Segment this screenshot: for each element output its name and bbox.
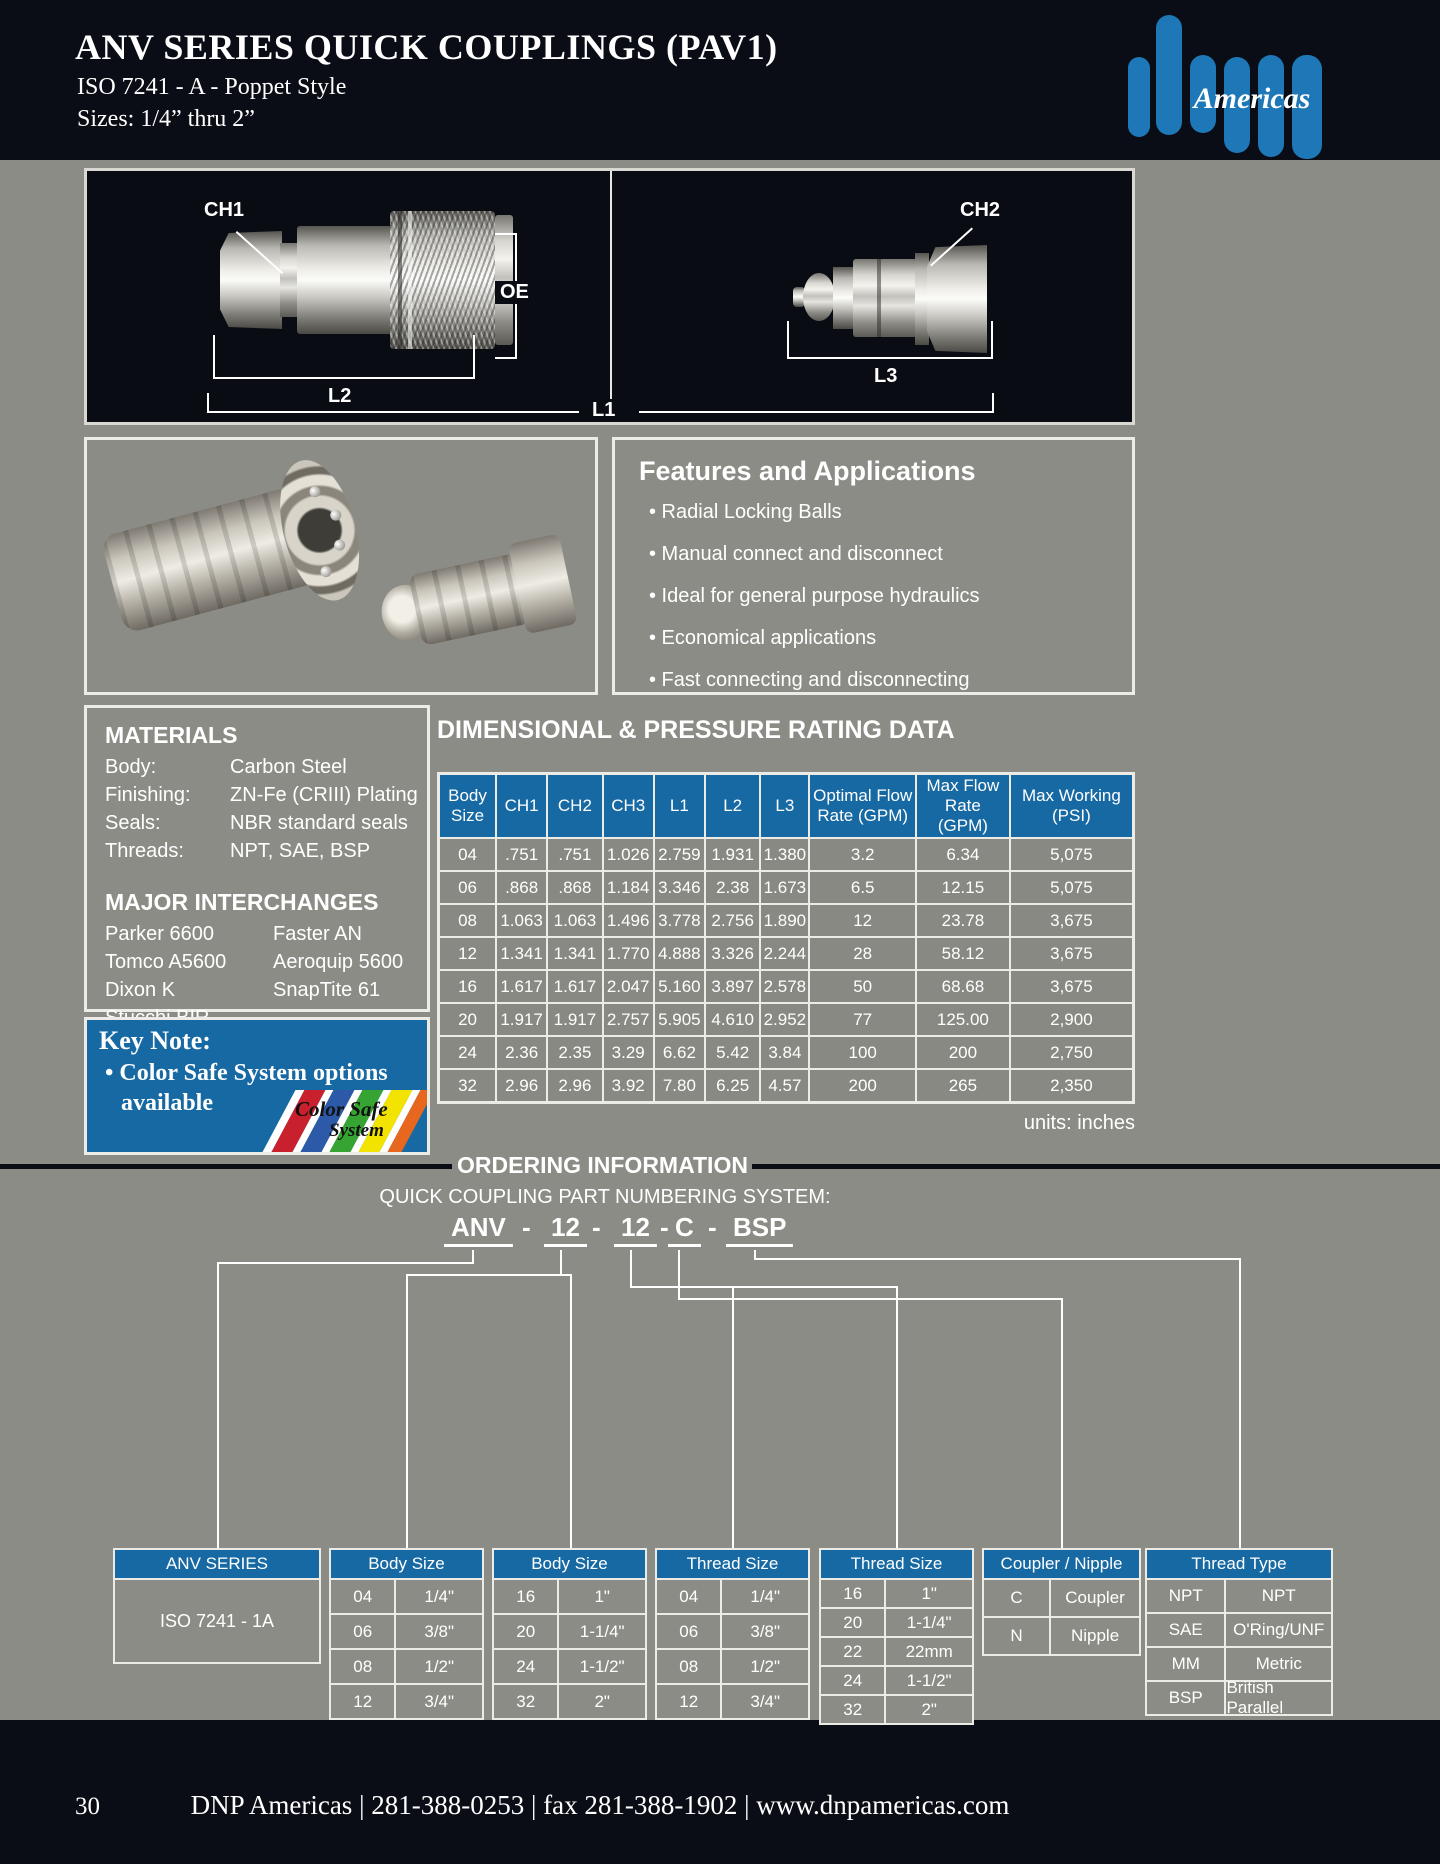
order-table-row bbox=[1147, 1678, 1331, 1717]
order-table-thread-type bbox=[1145, 1548, 1333, 1716]
order-table-cell: 24 bbox=[516, 1656, 536, 1676]
table-cell: 08 bbox=[439, 904, 497, 937]
table-cell: 28 bbox=[809, 937, 916, 970]
order-table-row bbox=[1147, 1648, 1331, 1682]
order-table-cell: 16 bbox=[516, 1586, 536, 1606]
order-table-cell: 04 bbox=[679, 1586, 699, 1606]
table-cell: 6.25 bbox=[705, 1069, 760, 1103]
panel-divider bbox=[610, 171, 612, 422]
table-cell: .868 bbox=[496, 871, 547, 904]
table-cell: 23.78 bbox=[916, 904, 1010, 937]
table-cell: 77 bbox=[809, 1003, 916, 1036]
order-table-row bbox=[494, 1685, 645, 1718]
order-table-cell: N bbox=[1010, 1626, 1023, 1645]
oe-label: OE bbox=[495, 281, 534, 304]
order-table-cell: 20 bbox=[843, 1612, 863, 1632]
order-table-cell: C bbox=[1010, 1588, 1023, 1607]
connector-line bbox=[630, 1286, 898, 1288]
order-table-row bbox=[331, 1580, 482, 1615]
order-table-cell: 3/8" bbox=[720, 1615, 808, 1648]
table-cell: 200 bbox=[809, 1069, 916, 1103]
table-cell: 4.610 bbox=[705, 1003, 760, 1036]
units-note: units: inches bbox=[1023, 1112, 1135, 1134]
table-cell: 2.952 bbox=[760, 1003, 809, 1036]
ordering-title: ORDERING INFORMATION bbox=[457, 1152, 748, 1178]
table-cell: 200 bbox=[916, 1036, 1010, 1069]
table-cell: 3,675 bbox=[1010, 970, 1134, 1003]
nipple-collar bbox=[833, 267, 855, 329]
order-table-row bbox=[821, 1667, 972, 1696]
table-cell: 20 bbox=[439, 1003, 497, 1036]
table-cell: 2.36 bbox=[496, 1036, 547, 1069]
order-table-row bbox=[331, 1685, 482, 1718]
connector-line bbox=[732, 1286, 734, 1548]
order-table-cell: 32 bbox=[516, 1691, 536, 1711]
table-header-row bbox=[439, 774, 1134, 839]
material-row: Body: Carbon Steel bbox=[105, 756, 347, 778]
page-subtitle-standard: ISO 7241 - A - Poppet Style bbox=[77, 74, 347, 100]
connector-line bbox=[217, 1262, 474, 1264]
table-cell: 2,750 bbox=[1010, 1036, 1134, 1069]
order-table-row bbox=[115, 1580, 319, 1662]
order-table-cell: ISO 7241 - 1A bbox=[159, 1610, 275, 1631]
footer-contact: DNP Americas | 281-388-0253 | fax 281-388-1902 | www.dnpamericas.com bbox=[190, 1790, 1010, 1820]
part-segment-series: ANV bbox=[444, 1212, 513, 1247]
connector-line bbox=[1239, 1258, 1241, 1548]
ch1-label: CH1 bbox=[199, 199, 249, 222]
table-cell: 4.57 bbox=[760, 1069, 809, 1103]
coupler-collar bbox=[280, 243, 298, 317]
order-table-row bbox=[984, 1580, 1139, 1618]
table-cell: 1.890 bbox=[760, 904, 809, 937]
l1-tick-left bbox=[207, 393, 209, 413]
dimension-drawing-panel bbox=[84, 168, 1135, 425]
table-cell: 12 bbox=[439, 937, 497, 970]
materials-title: MATERIALS bbox=[105, 722, 238, 748]
order-table-cell: 12 bbox=[353, 1691, 373, 1711]
table-cell: 7.80 bbox=[654, 1069, 705, 1103]
l3-tick-right bbox=[991, 321, 993, 359]
order-table-cell: 22mm bbox=[884, 1638, 972, 1665]
part-separator: - bbox=[660, 1212, 669, 1242]
table-cell: 100 bbox=[809, 1036, 916, 1069]
table-cell: 2.756 bbox=[705, 904, 760, 937]
page-number: 30 bbox=[75, 1793, 100, 1820]
order-table-cell: 16 bbox=[843, 1583, 863, 1603]
order-table-row bbox=[821, 1638, 972, 1667]
order-table-cell: 1" bbox=[884, 1580, 972, 1607]
order-table-cell: 3/8" bbox=[394, 1615, 482, 1648]
ordering-rule-left bbox=[0, 1164, 452, 1169]
l3-tick-left bbox=[787, 321, 789, 359]
table-cell: 16 bbox=[439, 970, 497, 1003]
table-cell: 3.29 bbox=[603, 1036, 654, 1069]
interchanges-list bbox=[105, 920, 427, 1032]
interchange-row: Tomco A5600 Aeroquip 5600 bbox=[105, 951, 404, 973]
material-row: Finishing: ZN-Fe (CRIII) Plating bbox=[105, 784, 418, 806]
order-table-cell: 1/4" bbox=[394, 1580, 482, 1613]
order-table-body-size-large bbox=[492, 1548, 647, 1720]
order-table-cell: Coupler bbox=[1049, 1580, 1139, 1616]
order-table-cell: 2" bbox=[557, 1685, 645, 1718]
nipple-ring bbox=[915, 253, 929, 345]
table-cell: 265 bbox=[916, 1069, 1010, 1103]
table-cell: 3.346 bbox=[654, 871, 705, 904]
order-table-cell: 12 bbox=[679, 1691, 699, 1711]
order-table-row bbox=[1147, 1614, 1331, 1648]
table-cell: 6.62 bbox=[654, 1036, 705, 1069]
table-cell: 2.96 bbox=[547, 1069, 602, 1103]
product-photo-nipple bbox=[369, 525, 584, 678]
nipple-body bbox=[853, 259, 917, 337]
order-table-row bbox=[657, 1580, 808, 1615]
l1-dim-line-left bbox=[207, 411, 579, 413]
order-table-cell: 3/4" bbox=[394, 1685, 482, 1718]
connector-line bbox=[570, 1274, 572, 1548]
l3-dim-line bbox=[787, 357, 993, 359]
order-table-cell: 32 bbox=[843, 1699, 863, 1719]
sleeve-groove bbox=[398, 211, 402, 349]
connector-line bbox=[472, 1250, 474, 1262]
table-cell: 125.00 bbox=[916, 1003, 1010, 1036]
table-column-header: CH1 bbox=[496, 774, 547, 839]
material-row: Seals: NBR standard seals bbox=[105, 812, 408, 834]
order-table-cell: 1-1/4" bbox=[884, 1609, 972, 1636]
table-cell: 24 bbox=[439, 1036, 497, 1069]
connector-line bbox=[678, 1298, 1063, 1300]
table-cell: 5.42 bbox=[705, 1036, 760, 1069]
connector-line bbox=[406, 1274, 572, 1276]
order-table-row bbox=[494, 1615, 645, 1650]
table-row bbox=[439, 970, 1134, 1003]
order-table-row bbox=[657, 1650, 808, 1685]
order-table-header: Body Size bbox=[331, 1550, 482, 1580]
table-cell: 32 bbox=[439, 1069, 497, 1103]
table-column-header: CH2 bbox=[547, 774, 602, 839]
table-row bbox=[439, 904, 1134, 937]
order-table-cell: 06 bbox=[679, 1621, 699, 1641]
order-table-row bbox=[821, 1580, 972, 1609]
table-cell: 1.770 bbox=[603, 937, 654, 970]
key-note-box bbox=[84, 1017, 430, 1155]
key-note-title: Key Note: bbox=[99, 1026, 211, 1055]
order-table-header: Thread Size bbox=[821, 1550, 972, 1580]
order-table-cell: 1-1/2" bbox=[557, 1650, 645, 1683]
order-table-row bbox=[494, 1650, 645, 1685]
table-cell: 1.063 bbox=[547, 904, 602, 937]
order-table-cell: 24 bbox=[843, 1670, 863, 1690]
features-title: Features and Applications bbox=[639, 456, 976, 486]
table-cell: 06 bbox=[439, 871, 497, 904]
order-table-row bbox=[821, 1609, 972, 1638]
table-cell: 2,900 bbox=[1010, 1003, 1134, 1036]
oe-tick-top bbox=[495, 233, 517, 235]
table-cell: 5,075 bbox=[1010, 838, 1134, 871]
table-cell: 1.917 bbox=[547, 1003, 602, 1036]
table-cell: 2.757 bbox=[603, 1003, 654, 1036]
connector-line bbox=[217, 1262, 219, 1548]
order-table-cell: 22 bbox=[843, 1641, 863, 1661]
color-safe-system-logo bbox=[279, 1090, 429, 1152]
order-table-cell: 1/2" bbox=[394, 1650, 482, 1683]
table-cell: 1.617 bbox=[547, 970, 602, 1003]
table-cell: 3.778 bbox=[654, 904, 705, 937]
table-cell: 1.617 bbox=[496, 970, 547, 1003]
feature-item: • Ideal for general purpose hydraulics bbox=[649, 585, 980, 607]
table-cell: 2.578 bbox=[760, 970, 809, 1003]
table-column-header: Max Working (PSI) bbox=[1010, 774, 1134, 839]
order-table-cell: 1-1/2" bbox=[884, 1667, 972, 1694]
dimensional-data-table bbox=[437, 772, 1135, 1104]
table-cell: 04 bbox=[439, 838, 497, 871]
table-cell: 2.96 bbox=[496, 1069, 547, 1103]
product-photo-coupler bbox=[93, 443, 386, 665]
interchanges-title: MAJOR INTERCHANGES bbox=[105, 889, 379, 915]
page-title: ANV SERIES QUICK COUPLINGS (PAV1) bbox=[75, 27, 778, 67]
order-table-cell: NPT bbox=[1224, 1580, 1331, 1612]
table-row bbox=[439, 1003, 1134, 1036]
table-cell: 3.897 bbox=[705, 970, 760, 1003]
part-separator: - bbox=[522, 1212, 531, 1242]
color-safe-logo-text: Color Safe System bbox=[295, 1097, 388, 1141]
interchange-row: Dixon K SnapTite 61 bbox=[105, 979, 381, 1001]
l1-label: L1 bbox=[587, 399, 620, 422]
table-column-header: Optimal Flow Rate (GPM) bbox=[809, 774, 916, 839]
ordering-rule-right bbox=[752, 1164, 1440, 1169]
order-table-cell: SAE bbox=[1168, 1620, 1203, 1639]
table-column-header: Max Flow Rate (GPM) bbox=[916, 774, 1010, 839]
table-cell: 12.15 bbox=[916, 871, 1010, 904]
table-row bbox=[439, 838, 1134, 871]
feature-item: • Economical applications bbox=[649, 627, 877, 649]
table-cell: 3,675 bbox=[1010, 937, 1134, 970]
table-cell: 3.326 bbox=[705, 937, 760, 970]
logo-americas-text: Americas bbox=[1193, 82, 1311, 115]
table-cell: 2.244 bbox=[760, 937, 809, 970]
order-table-cell: 1" bbox=[557, 1580, 645, 1613]
materials-box bbox=[84, 705, 430, 1012]
logo-bar bbox=[1128, 57, 1150, 137]
l2-dim-line bbox=[213, 377, 475, 379]
table-cell: .751 bbox=[496, 838, 547, 871]
table-cell: 1.341 bbox=[496, 937, 547, 970]
order-table-header: Thread Type bbox=[1147, 1550, 1331, 1580]
l2-tick-left bbox=[213, 335, 215, 379]
order-table-cell: O'Ring/UNF bbox=[1224, 1614, 1331, 1646]
dimensional-data-title: DIMENSIONAL & PRESSURE RATING DATA bbox=[437, 716, 955, 744]
table-cell: 2.35 bbox=[547, 1036, 602, 1069]
table-cell: 5,075 bbox=[1010, 871, 1134, 904]
order-table-cell: Nipple bbox=[1049, 1618, 1139, 1654]
connector-line bbox=[754, 1250, 756, 1258]
feature-item: • Fast connecting and disconnecting bbox=[649, 669, 970, 691]
table-column-header: L2 bbox=[705, 774, 760, 839]
order-table-cell: MM bbox=[1171, 1654, 1200, 1673]
table-cell: 1.341 bbox=[547, 937, 602, 970]
order-table-cell: 3/4" bbox=[720, 1685, 808, 1718]
order-table-anv-series bbox=[113, 1548, 321, 1664]
l1-tick-right bbox=[992, 393, 994, 413]
order-table-body-size-small bbox=[329, 1548, 484, 1720]
table-cell: 1.063 bbox=[496, 904, 547, 937]
table-cell: 1.673 bbox=[760, 871, 809, 904]
features-list bbox=[639, 501, 1132, 692]
table-cell: 12 bbox=[809, 904, 916, 937]
material-row: Threads: NPT, SAE, BSP bbox=[105, 840, 371, 862]
order-table-cell: 2" bbox=[884, 1696, 972, 1723]
order-table-cell: Metric bbox=[1224, 1648, 1331, 1680]
order-table-thread-size-small bbox=[655, 1548, 810, 1720]
table-cell: 2.047 bbox=[603, 970, 654, 1003]
table-cell: 5.160 bbox=[654, 970, 705, 1003]
features-panel bbox=[612, 437, 1135, 695]
materials-list bbox=[105, 753, 427, 865]
order-table-cell: 08 bbox=[353, 1656, 373, 1676]
l2-label: L2 bbox=[323, 385, 356, 408]
feature-item: • Manual connect and disconnect bbox=[649, 543, 943, 565]
page-subtitle-sizes: Sizes: 1/4” thru 2” bbox=[77, 106, 255, 132]
order-table-cell: 08 bbox=[679, 1656, 699, 1676]
logo-bar bbox=[1156, 15, 1182, 135]
product-photo-panel bbox=[84, 437, 598, 695]
order-table-cell: British Parallel bbox=[1224, 1682, 1331, 1714]
oe-tick-bottom bbox=[495, 357, 517, 359]
order-table-row bbox=[657, 1615, 808, 1650]
l2-tick-right bbox=[473, 335, 475, 379]
table-row bbox=[439, 1036, 1134, 1069]
part-segment-thread-type: BSP bbox=[726, 1212, 793, 1247]
table-cell: .751 bbox=[547, 838, 602, 871]
order-table-row bbox=[657, 1685, 808, 1718]
interchange-row: Parker 6600 Faster AN bbox=[105, 923, 362, 945]
table-row bbox=[439, 937, 1134, 970]
sleeve-groove bbox=[408, 211, 412, 349]
nipple-groove bbox=[877, 259, 881, 337]
table-cell: 5.905 bbox=[654, 1003, 705, 1036]
ordering-subtitle: QUICK COUPLING PART NUMBERING SYSTEM: bbox=[379, 1186, 831, 1208]
ch2-label: CH2 bbox=[955, 199, 1005, 222]
order-table-cell: 06 bbox=[353, 1621, 373, 1641]
table-cell: 2.38 bbox=[705, 871, 760, 904]
coupler-sleeve bbox=[390, 211, 495, 349]
order-table-cell: 1/4" bbox=[720, 1580, 808, 1613]
l3-label: L3 bbox=[869, 365, 902, 388]
order-table-cell: 04 bbox=[353, 1586, 373, 1606]
order-table-header: Body Size bbox=[494, 1550, 645, 1580]
table-column-header: L1 bbox=[654, 774, 705, 839]
order-table-row bbox=[331, 1615, 482, 1650]
connector-line bbox=[1061, 1298, 1063, 1548]
table-row bbox=[439, 871, 1134, 904]
nipple-poppet bbox=[803, 273, 835, 321]
table-column-header: Body Size bbox=[439, 774, 497, 839]
connector-line bbox=[630, 1250, 632, 1286]
order-table-row bbox=[1147, 1580, 1331, 1614]
table-cell: 4.888 bbox=[654, 937, 705, 970]
table-column-header: L3 bbox=[760, 774, 809, 839]
table-cell: .868 bbox=[547, 871, 602, 904]
table-cell: 1.917 bbox=[496, 1003, 547, 1036]
order-table-cell: NPT bbox=[1168, 1586, 1203, 1605]
table-cell: 1.931 bbox=[705, 838, 760, 871]
connector-line bbox=[560, 1250, 562, 1274]
table-cell: 1.496 bbox=[603, 904, 654, 937]
order-table-row bbox=[494, 1580, 645, 1615]
order-table-cell: BSP bbox=[1168, 1688, 1203, 1707]
coupler-body bbox=[297, 226, 392, 334]
part-segment-thread-size: 12 bbox=[614, 1212, 657, 1247]
table-cell: 50 bbox=[809, 970, 916, 1003]
interchanges-section bbox=[105, 889, 427, 1032]
table-cell: 6.5 bbox=[809, 871, 916, 904]
order-table-coupler-nipple bbox=[982, 1548, 1141, 1656]
order-table-thread-size-large bbox=[819, 1548, 974, 1725]
l1-dim-line-right bbox=[639, 411, 994, 413]
table-cell: 1.184 bbox=[603, 871, 654, 904]
part-separator: - bbox=[708, 1212, 717, 1242]
table-cell: 6.34 bbox=[916, 838, 1010, 871]
order-table-header: Thread Size bbox=[657, 1550, 808, 1580]
order-table-row bbox=[821, 1696, 972, 1723]
order-table-row bbox=[331, 1650, 482, 1685]
order-table-cell: 20 bbox=[516, 1621, 536, 1641]
part-separator: - bbox=[592, 1212, 601, 1242]
table-cell: 2.759 bbox=[654, 838, 705, 871]
connector-line bbox=[678, 1250, 680, 1298]
order-table-cell: 1-1/4" bbox=[557, 1615, 645, 1648]
connector-line bbox=[406, 1274, 408, 1548]
feature-item: • Radial Locking Balls bbox=[649, 501, 842, 523]
table-cell: 3.2 bbox=[809, 838, 916, 871]
part-segment-coupler-nipple: C bbox=[668, 1212, 701, 1247]
connector-line bbox=[896, 1286, 898, 1548]
table-cell: 2,350 bbox=[1010, 1069, 1134, 1103]
table-cell: 1.026 bbox=[603, 838, 654, 871]
table-cell: 58.12 bbox=[916, 937, 1010, 970]
order-table-header: Coupler / Nipple bbox=[984, 1550, 1139, 1580]
table-row bbox=[439, 1069, 1134, 1103]
part-segment-body-size: 12 bbox=[544, 1212, 587, 1247]
key-note-bullet: • Color Safe System options available bbox=[105, 1060, 388, 1116]
order-table-row bbox=[984, 1618, 1139, 1654]
table-cell: 3,675 bbox=[1010, 904, 1134, 937]
table-cell: 68.68 bbox=[916, 970, 1010, 1003]
order-table-cell: 1/2" bbox=[720, 1650, 808, 1683]
connector-line bbox=[754, 1258, 1241, 1260]
table-column-header: CH3 bbox=[603, 774, 654, 839]
table-cell: 1.380 bbox=[760, 838, 809, 871]
table-cell: 3.84 bbox=[760, 1036, 809, 1069]
table-cell: 3.92 bbox=[603, 1069, 654, 1103]
order-table-header: ANV SERIES bbox=[115, 1550, 319, 1580]
